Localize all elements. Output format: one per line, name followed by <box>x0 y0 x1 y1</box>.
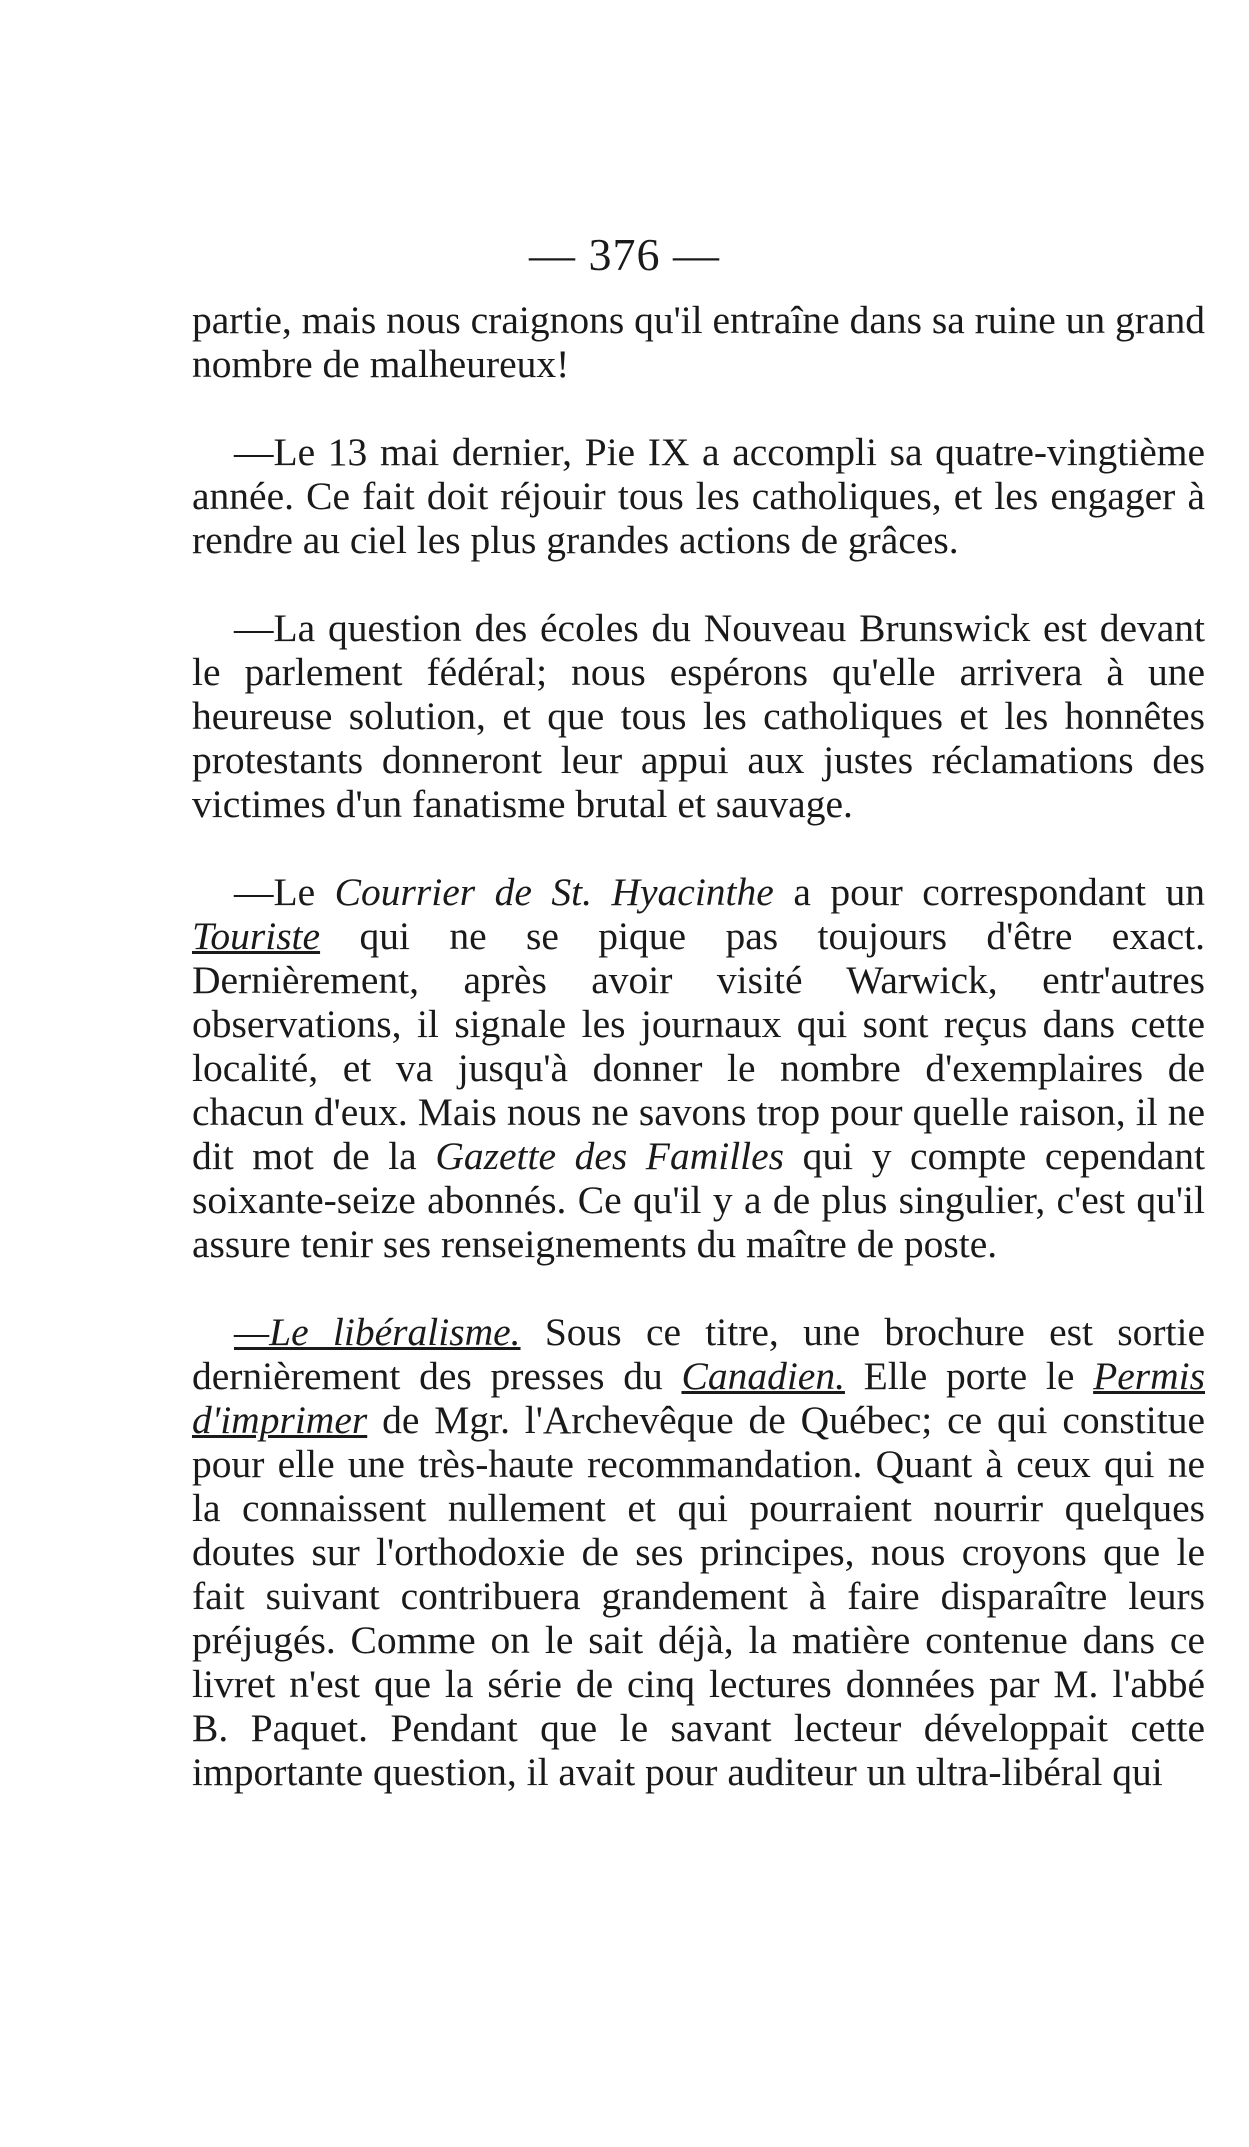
newspaper-title: Gazette des Familles <box>435 1134 785 1178</box>
body-text <box>192 298 1205 1794</box>
section-heading: —Le libéralisme. <box>234 1310 521 1354</box>
text-run: qui ne se pique pas toujours d'être exact. Dernièrement, après avoir visité Warwick, entr'autres observations, il signale les journaux qui sont reçus dans cette localité, et va jusqu'à donner le nombre d'exemplaires de chacun d'eux. Mais nous ne savons trop pour quelle raison, il ne dit mot de la <box>192 914 1205 1178</box>
text-run: Elle porte le <box>844 1354 1094 1398</box>
text-run: a pour correspondant un <box>773 870 1205 914</box>
paragraph-pie-ix: —Le 13 mai dernier, Pie IX a accompli sa quatre-vingtième année. Ce fait doit réjouir tous les catholiques, et les engager à rendre au ciel les plus grandes actions de grâces. <box>192 430 1205 562</box>
permis-title: Permis d'imprimer <box>192 1354 1205 1442</box>
text-run: qui y compte cependant soixante-seize abonnés. Ce qu'il y a de plus singulier, c'est qu'il assure tenir ses renseignements du maître de poste. <box>192 1134 1206 1266</box>
newspaper-title: Canadien. <box>681 1354 845 1398</box>
text-run: —Le <box>234 870 335 914</box>
page-number: — 376 — <box>529 229 720 280</box>
paragraph-continuation: partie, mais nous craignons qu'il entraîne dans sa ruine un grand nombre de malheureux! <box>192 298 1205 386</box>
newspaper-title: Courrier de St. Hyacinthe <box>334 870 774 914</box>
paragraph-liberalisme <box>192 1310 1205 1794</box>
paragraph-courrier-st-hyacinthe <box>192 870 1205 1266</box>
text-run: de Mgr. l'Archevêque de Québec; ce qui constitue pour elle une très-haute recommandation. Quant à ceux qui ne la connaissent nullement et qui pourraient nourrir quelques doutes sur l'orthodoxie de ses principes, nous croyons que le fait suivant contribuera grandement à faire disparaître leurs préjugés. Comme on le sait déjà, la matière contenue dans ce livret n'est que la série de cinq lectures données par M. l'abbé B. Paquet. Pendant que le savant lecteur développait cette importante question, il avait pour auditeur un ultra-libéral qui <box>192 1398 1205 1794</box>
pen-name: Touriste <box>192 914 321 958</box>
paragraph-ecoles-nouveau-brunswick: —La question des écoles du Nouveau Brunswick est devant le parlement fédéral; nous espérons qu'elle arrivera à une heureuse solution, et que tous les catholiques et les honnêtes protestants donneront leur appui aux justes réclamations des victimes d'un fanatisme brutal et sauvage. <box>192 606 1205 826</box>
text-run: Sous ce titre, une brochure est sortie dernièrement des presses du <box>192 1310 1205 1398</box>
